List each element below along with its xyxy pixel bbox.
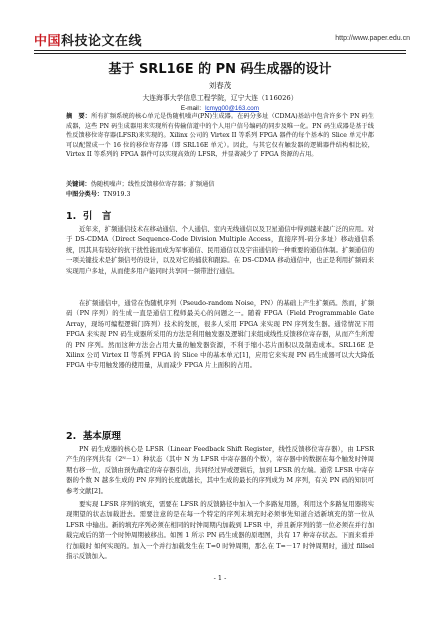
- header-url[interactable]: http://www.paper.edu.cn: [335, 35, 410, 42]
- clc-text: TN919.3: [103, 191, 131, 198]
- author-email: [0, 103, 440, 112]
- classification: [66, 190, 374, 200]
- author-name: 刘春茂: [208, 81, 232, 90]
- keywords: [66, 180, 374, 190]
- paragraph: 要实现 LFSR 序列的填充，需要在 LFSR 的反馈路径中加入一个多路复用器，利用这个多路复用器将实现期望的状态加载进去。需要注意的是在每一个特定的序列末填充时必须事先知道合适新填充的第一位从 LFSR 中输出。新的填充序列必须在相同的时钟周期内加载到 LFSR 中，并且新序列的第一位必须在并行加载完成后的第一个时钟周期被移出。如图 1 所示 PN 码生成器的原理图，共有 17 种寄存状态。下面来看并行加载时 如何实现的。加入一个并行加载发生在 T=0 时钟周期，那么在 T=－17 时钟周期时，通过 fillsel 指示反馈加入。: [66, 500, 374, 561]
- paragraph: PN 码生成器的核心是 LFSR（Linear Feedback Shift Register，线性反馈移位寄存器），由 LFSR 产生的序列共有（2ᴺ－1）种状态（其中 N 为 LFSR 中寄存器的个数），寄存器中的数据在每个触发时钟周期右移一位，反馈由预先确定的寄存器引出，共同经过异或逻辑后，加到 LFSR 的左端。通常 LFSR 中寄存器的个数 N 越多生成的 PN 序列的长度就越长，其中生成的最长的序列成为 M 序列，有关 PN 码的知识可参考文献[2]。: [66, 445, 374, 495]
- paragraph: 在扩频通信中，通常在伪随机序列（Pseudo-random Noise，PN）的基础上产生扩频码。然而，扩频码（PN 序列）的生成一直是通信工程师最关心的问题之一。随着 FPGA（Field Programmable Gate Array，现场可编程逻辑门阵列）技术的发展，很多人采用 FPGA 来实现 PN 序列发生器。通常情况下用 FPGA 来实现 PN 码生成器所采用的方法是利用触发器及逻辑门来组成线性反馈移位寄存器，从而产生所需的 PN 序列。然而这种方法会占用大量的触发器资源，不利于缩小芯片面积以及制造成本。SRL16E 是 Xilinx 公司 Virtex II 等系列 FPGA 的 Slice 中的基本单元[1]，应用它来实现 PN 码生成器可以大大降低 FPGA 中专用触发器的使用量，从而减少 FPGA 片上面积的占用。: [66, 299, 374, 370]
- site-logo[interactable]: 中国科技论文在线: [34, 34, 143, 49]
- email-link[interactable]: lcmyg00@163.com: [205, 105, 260, 112]
- page-header: [0, 0, 440, 50]
- keywords-text: 伪随机噪声；线性反馈移位寄存器；扩频通信: [90, 181, 215, 188]
- header-rule: [34, 50, 406, 51]
- section-heading-principle: 2. 基本原理: [66, 431, 121, 442]
- clc-label: 中图分类号：: [66, 191, 104, 198]
- abstract-text: 所有扩频系统的核心单元是伪随机噪声(PN)生成器。在码分多址（CDMA)基站中包含许多个 PN 码生成器，这些 PN 码生成器用来实现所有传输信道中的个人用户信号编码的同步及唯一化。PN 码生成器是基于线性反馈移位寄存器(LFSR)来实现的。Xilinx 公司的 Virtex II 等系列 FPGA 器件的每个基本的 Slice 单元中都可以配置成一个 16 位的移位寄存器（即 SRL16E 单元）。因此，与其它仅有触发器的逻辑器件结构相比较，Virtex II 等系列的 FPGA 器件可以实现高效的 LFSR，并显著减少了 FPGA 资源的占用。: [66, 113, 375, 158]
- keywords-label: 关键词：: [66, 181, 91, 188]
- header-rule-thin: [34, 53, 406, 54]
- paper-title: 基于 SRL16E 的 PN 码生成器的设计: [108, 62, 332, 77]
- abstract: [66, 112, 374, 160]
- abstract-label: 摘 要：: [66, 113, 92, 120]
- page-number: - 1 -: [213, 574, 227, 582]
- paragraph: 近年来，扩频通信技术在移动通信、个人通信、室内无线通信以及卫星通信中得到越来越广泛的应用。对于 DS-CDMA（Direct Sequence-Code Division Multiple Access，直接序列-码分多址）移动通信系统，因其具有较好的抗干扰性能而成为军事通信、民用通信以及宇宙通信的一种重要的通信体制。扩频通信的一项关键技术是扩频信号的设计，以及对它的捕获和跟踪。在 DS-CDMA 移动通信中，也正是利用扩频码来实现用户多址，从而使多用户能同时共享同一频带进行通信。: [66, 225, 374, 275]
- section-heading-intro: 1. 引 言: [66, 211, 112, 222]
- email-label: E-mail：: [180, 105, 206, 112]
- author-affiliation: 大连海事大学信息工程学院，辽宁大连（116026）: [142, 94, 298, 102]
